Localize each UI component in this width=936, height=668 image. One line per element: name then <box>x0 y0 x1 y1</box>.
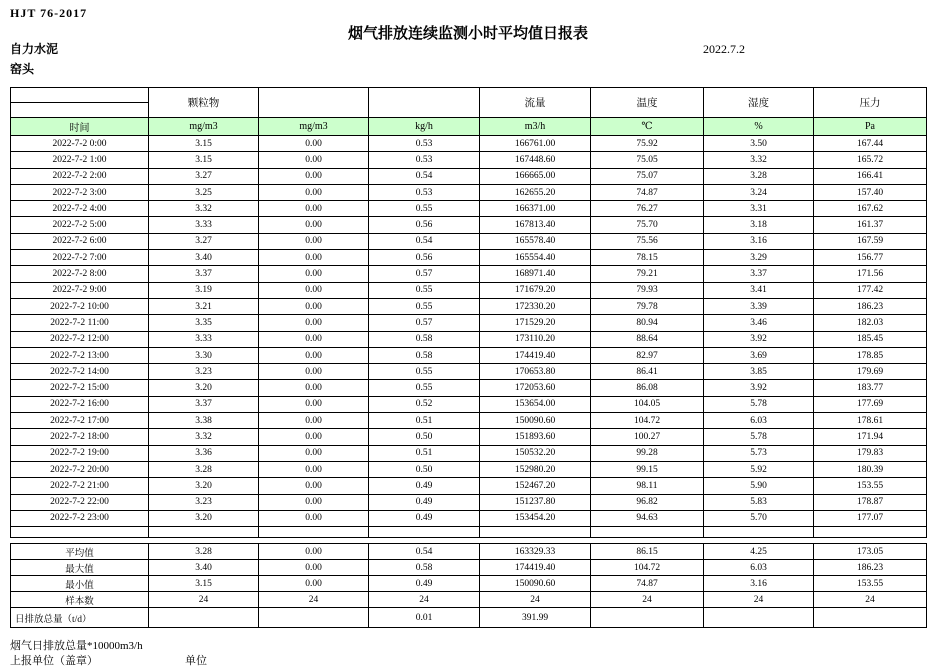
value-cell: 0.49 <box>369 510 480 526</box>
value-cell: 3.37 <box>149 266 259 282</box>
value-cell: 3.32 <box>704 152 814 168</box>
unit-cell: % <box>704 118 814 136</box>
corner-cell-bottom <box>11 103 149 118</box>
value-cell: 86.08 <box>591 380 704 396</box>
value-cell: 3.50 <box>704 136 814 152</box>
value-cell: 150532.20 <box>480 445 591 461</box>
value-cell <box>259 608 369 628</box>
value-cell: 3.23 <box>149 364 259 380</box>
value-cell: 0.54 <box>369 168 480 184</box>
value-cell: 167813.40 <box>480 217 591 233</box>
column-header-blank-2 <box>369 88 480 118</box>
value-cell: 174419.40 <box>480 347 591 363</box>
value-cell: 0.00 <box>259 429 369 445</box>
value-cell: 165578.40 <box>480 233 591 249</box>
table-row <box>11 429 927 445</box>
value-cell: 0.50 <box>369 461 480 477</box>
row-label-cell: 最大值 <box>11 560 149 576</box>
value-cell: 0.00 <box>259 315 369 331</box>
row-label-cell: 2022-7-2 15:00 <box>11 380 149 396</box>
value-cell: 3.20 <box>149 510 259 526</box>
value-cell: 3.27 <box>149 233 259 249</box>
table-row <box>11 576 927 592</box>
row-label-cell: 2022-7-2 5:00 <box>11 217 149 233</box>
value-cell: 0.49 <box>369 494 480 510</box>
table-row <box>11 364 927 380</box>
row-label-cell: 2022-7-2 9:00 <box>11 282 149 298</box>
table-row <box>11 592 927 608</box>
value-cell: 0.51 <box>369 445 480 461</box>
table-row <box>11 413 927 429</box>
value-cell: 0.50 <box>369 429 480 445</box>
value-cell: 0.54 <box>369 544 480 560</box>
table-row <box>11 250 927 266</box>
value-cell: 3.15 <box>149 576 259 592</box>
value-cell: 153654.00 <box>480 396 591 412</box>
table-row <box>11 152 927 168</box>
value-cell: 163329.33 <box>480 544 591 560</box>
table-row <box>11 315 927 331</box>
value-cell: 0.55 <box>369 282 480 298</box>
value-cell: 0.00 <box>259 445 369 461</box>
value-cell: 182.03 <box>814 315 927 331</box>
value-cell: 5.78 <box>704 396 814 412</box>
value-cell: 151893.60 <box>480 429 591 445</box>
value-cell: 3.25 <box>149 184 259 200</box>
value-cell: 0.57 <box>369 266 480 282</box>
value-cell: 3.28 <box>149 544 259 560</box>
value-cell <box>704 608 814 628</box>
value-cell: 3.29 <box>704 250 814 266</box>
value-cell: 0.00 <box>259 233 369 249</box>
value-cell: 0.00 <box>259 413 369 429</box>
value-cell: 183.77 <box>814 380 927 396</box>
value-cell: 178.85 <box>814 347 927 363</box>
value-cell: 0.00 <box>259 461 369 477</box>
value-cell: 174419.40 <box>480 560 591 576</box>
value-cell: 24 <box>480 592 591 608</box>
value-cell: 179.83 <box>814 445 927 461</box>
row-label-cell: 2022-7-2 11:00 <box>11 315 149 331</box>
value-cell: 0.00 <box>259 184 369 200</box>
value-cell: 3.16 <box>704 576 814 592</box>
value-cell: 153454.20 <box>480 510 591 526</box>
column-header-humidity: 湿度 <box>704 88 814 118</box>
unit-label: 单位 <box>185 655 207 667</box>
value-cell: 166371.00 <box>480 201 591 217</box>
value-cell: 167.44 <box>814 136 927 152</box>
value-cell: 75.92 <box>591 136 704 152</box>
value-cell: 3.33 <box>149 217 259 233</box>
value-cell: 0.00 <box>259 364 369 380</box>
value-cell: 99.15 <box>591 461 704 477</box>
value-cell: 3.23 <box>149 494 259 510</box>
value-cell: 104.72 <box>591 560 704 576</box>
value-cell: 104.05 <box>591 396 704 412</box>
value-cell: 24 <box>369 592 480 608</box>
table-row <box>11 445 927 461</box>
unit-cell: Pa <box>814 118 927 136</box>
value-cell: 0.00 <box>259 168 369 184</box>
value-cell: 0.56 <box>369 217 480 233</box>
table-row <box>11 461 927 477</box>
row-label-cell: 样本数 <box>11 592 149 608</box>
table-row <box>11 282 927 298</box>
value-cell: 4.25 <box>704 544 814 560</box>
row-label-cell: 2022-7-2 14:00 <box>11 364 149 380</box>
value-cell: 3.19 <box>149 282 259 298</box>
value-cell: 0.49 <box>369 478 480 494</box>
value-cell: 166.41 <box>814 168 927 184</box>
value-cell: 3.21 <box>149 298 259 314</box>
row-label-cell: 2022-7-2 19:00 <box>11 445 149 461</box>
value-cell: 0.00 <box>259 217 369 233</box>
row-label-cell: 2022-7-2 6:00 <box>11 233 149 249</box>
value-cell: 6.03 <box>704 560 814 576</box>
value-cell: 185.45 <box>814 331 927 347</box>
value-cell: 5.92 <box>704 461 814 477</box>
row-label-cell: 2022-7-2 1:00 <box>11 152 149 168</box>
value-cell: 3.15 <box>149 136 259 152</box>
value-cell: 82.97 <box>591 347 704 363</box>
row-label-cell: 2022-7-2 3:00 <box>11 184 149 200</box>
value-cell: 0.00 <box>259 250 369 266</box>
value-cell: 0.01 <box>369 608 480 628</box>
value-cell: 3.16 <box>704 233 814 249</box>
value-cell: 178.61 <box>814 413 927 429</box>
value-cell: 75.07 <box>591 168 704 184</box>
table-row <box>11 331 927 347</box>
table-row <box>11 380 927 396</box>
value-cell: 78.15 <box>591 250 704 266</box>
row-label-cell: 2022-7-2 16:00 <box>11 396 149 412</box>
company-name: 自力水泥 <box>10 42 59 56</box>
value-cell: 24 <box>814 592 927 608</box>
value-cell: 170653.80 <box>480 364 591 380</box>
value-cell: 0.00 <box>259 478 369 494</box>
unit-header-row <box>11 118 927 136</box>
column-header-pressure: 压力 <box>814 88 927 118</box>
row-label-cell: 2022-7-2 17:00 <box>11 413 149 429</box>
table-row <box>11 266 927 282</box>
value-cell: 156.77 <box>814 250 927 266</box>
value-cell: 180.39 <box>814 461 927 477</box>
corner-cell-top <box>11 88 149 103</box>
value-cell: 0.58 <box>369 331 480 347</box>
table-row <box>11 608 927 628</box>
table-row <box>11 560 927 576</box>
row-label-cell: 2022-7-2 2:00 <box>11 168 149 184</box>
value-cell: 3.28 <box>704 168 814 184</box>
hourly-data-rows <box>11 136 927 527</box>
value-cell: 172053.60 <box>480 380 591 396</box>
value-cell: 5.83 <box>704 494 814 510</box>
value-cell: 3.28 <box>149 461 259 477</box>
unit-cell: mg/m3 <box>149 118 259 136</box>
value-cell: 166761.00 <box>480 136 591 152</box>
value-cell: 3.37 <box>149 396 259 412</box>
value-cell: 5.73 <box>704 445 814 461</box>
row-label-cell: 2022-7-2 10:00 <box>11 298 149 314</box>
report-table <box>10 87 927 538</box>
unit-cell: mg/m3 <box>259 118 369 136</box>
value-cell: 165554.40 <box>480 250 591 266</box>
value-cell: 3.32 <box>149 429 259 445</box>
value-cell: 0.58 <box>369 560 480 576</box>
value-cell: 3.40 <box>149 250 259 266</box>
unit-cell: ℃ <box>591 118 704 136</box>
table-row <box>11 510 927 526</box>
value-cell: 0.00 <box>259 201 369 217</box>
value-cell: 104.72 <box>591 413 704 429</box>
value-cell: 86.15 <box>591 544 704 560</box>
value-cell: 150090.60 <box>480 413 591 429</box>
row-label-cell: 2022-7-2 12:00 <box>11 331 149 347</box>
value-cell: 171.56 <box>814 266 927 282</box>
value-cell: 79.21 <box>591 266 704 282</box>
value-cell: 75.56 <box>591 233 704 249</box>
value-cell: 75.70 <box>591 217 704 233</box>
value-cell: 173110.20 <box>480 331 591 347</box>
value-cell: 3.20 <box>149 478 259 494</box>
value-cell: 3.32 <box>149 201 259 217</box>
table-row <box>11 494 927 510</box>
value-cell: 74.87 <box>591 184 704 200</box>
value-cell: 3.31 <box>704 201 814 217</box>
row-label-cell: 2022-7-2 13:00 <box>11 347 149 363</box>
table-row <box>11 478 927 494</box>
row-label-cell: 2022-7-2 8:00 <box>11 266 149 282</box>
report-unit-label: 上报单位（盖章） <box>10 655 98 667</box>
value-cell: 0.49 <box>369 576 480 592</box>
value-cell: 168971.40 <box>480 266 591 282</box>
value-cell: 74.87 <box>591 576 704 592</box>
row-label-cell: 2022-7-2 20:00 <box>11 461 149 477</box>
value-cell: 3.69 <box>704 347 814 363</box>
value-cell: 0.51 <box>369 413 480 429</box>
row-label-cell: 2022-7-2 22:00 <box>11 494 149 510</box>
value-cell: 3.35 <box>149 315 259 331</box>
value-cell: 0.00 <box>259 396 369 412</box>
value-cell: 3.92 <box>704 331 814 347</box>
value-cell: 98.11 <box>591 478 704 494</box>
value-cell: 172330.20 <box>480 298 591 314</box>
row-label-cell: 2022-7-2 18:00 <box>11 429 149 445</box>
column-header-particulate: 颗粒物 <box>149 88 259 118</box>
value-cell: 0.58 <box>369 347 480 363</box>
value-cell: 165.72 <box>814 152 927 168</box>
value-cell: 151237.80 <box>480 494 591 510</box>
report-date: 2022.7.2 <box>703 42 745 56</box>
value-cell: 0.53 <box>369 152 480 168</box>
value-cell: 167448.60 <box>480 152 591 168</box>
table-row <box>11 396 927 412</box>
page-title: 烟气排放连续监测小时平均值日报表 <box>347 26 588 42</box>
value-cell: 3.18 <box>704 217 814 233</box>
value-cell: 0.00 <box>259 266 369 282</box>
value-cell: 86.41 <box>591 364 704 380</box>
value-cell: 178.87 <box>814 494 927 510</box>
unit-cell: kg/h <box>369 118 480 136</box>
value-cell <box>591 608 704 628</box>
table-row <box>11 347 927 363</box>
value-cell: 152980.20 <box>480 461 591 477</box>
table-row <box>11 217 927 233</box>
row-label-cell: 2022-7-2 23:00 <box>11 510 149 526</box>
value-cell: 0.00 <box>259 282 369 298</box>
value-cell: 0.52 <box>369 396 480 412</box>
table-row <box>11 184 927 200</box>
summary-table <box>10 543 927 628</box>
value-cell: 3.15 <box>149 152 259 168</box>
value-cell <box>814 608 927 628</box>
value-cell: 100.27 <box>591 429 704 445</box>
value-cell: 3.36 <box>149 445 259 461</box>
value-cell: 391.99 <box>480 608 591 628</box>
value-cell: 0.00 <box>259 298 369 314</box>
value-cell: 173.05 <box>814 544 927 560</box>
column-header-flow: 流量 <box>480 88 591 118</box>
value-cell: 0.55 <box>369 298 480 314</box>
value-cell: 0.00 <box>259 152 369 168</box>
value-cell: 0.00 <box>259 544 369 560</box>
value-cell: 75.05 <box>591 152 704 168</box>
value-cell: 79.78 <box>591 298 704 314</box>
value-cell: 153.55 <box>814 478 927 494</box>
value-cell: 152467.20 <box>480 478 591 494</box>
row-label-cell: 日排放总量（t/d） <box>11 608 149 628</box>
footer-note: 烟气日排放总量*10000m3/h <box>10 640 143 652</box>
monitoring-point: 窑头 <box>10 62 35 76</box>
row-label-cell: 平均值 <box>11 544 149 560</box>
value-cell: 0.00 <box>259 347 369 363</box>
value-cell <box>149 608 259 628</box>
standard-code: HJT 76-2017 <box>10 6 88 20</box>
value-cell: 177.07 <box>814 510 927 526</box>
table-row <box>11 298 927 314</box>
value-cell: 3.30 <box>149 347 259 363</box>
value-cell: 153.55 <box>814 576 927 592</box>
table-row <box>11 544 927 560</box>
value-cell: 0.00 <box>259 560 369 576</box>
value-cell: 177.42 <box>814 282 927 298</box>
value-cell: 3.24 <box>704 184 814 200</box>
table-row <box>11 201 927 217</box>
value-cell: 3.46 <box>704 315 814 331</box>
value-cell: 88.64 <box>591 331 704 347</box>
value-cell: 3.92 <box>704 380 814 396</box>
row-label-cell: 2022-7-2 4:00 <box>11 201 149 217</box>
row-label-cell: 最小值 <box>11 576 149 592</box>
value-cell: 0.00 <box>259 576 369 592</box>
value-cell: 24 <box>259 592 369 608</box>
unit-cell: m3/h <box>480 118 591 136</box>
column-header-blank-1 <box>259 88 369 118</box>
group-header-row <box>11 88 927 103</box>
value-cell: 166665.00 <box>480 168 591 184</box>
row-label-cell: 2022-7-2 7:00 <box>11 250 149 266</box>
value-cell: 171.94 <box>814 429 927 445</box>
value-cell: 3.33 <box>149 331 259 347</box>
value-cell: 161.37 <box>814 217 927 233</box>
value-cell: 186.23 <box>814 560 927 576</box>
value-cell: 0.00 <box>259 510 369 526</box>
value-cell: 0.00 <box>259 380 369 396</box>
value-cell: 24 <box>149 592 259 608</box>
table-row <box>11 168 927 184</box>
value-cell: 177.69 <box>814 396 927 412</box>
table-row <box>11 233 927 249</box>
value-cell: 24 <box>591 592 704 608</box>
value-cell: 5.78 <box>704 429 814 445</box>
value-cell: 171679.20 <box>480 282 591 298</box>
value-cell: 3.85 <box>704 364 814 380</box>
header-section <box>11 88 927 136</box>
spacer-section <box>11 527 927 538</box>
summary-rows <box>11 544 927 628</box>
row-label-cell: 2022-7-2 0:00 <box>11 136 149 152</box>
value-cell: 3.27 <box>149 168 259 184</box>
value-cell: 167.62 <box>814 201 927 217</box>
value-cell: 0.54 <box>369 233 480 249</box>
value-cell: 186.23 <box>814 298 927 314</box>
value-cell: 162655.20 <box>480 184 591 200</box>
value-cell: 0.56 <box>369 250 480 266</box>
value-cell: 76.27 <box>591 201 704 217</box>
row-label-cell: 2022-7-2 21:00 <box>11 478 149 494</box>
value-cell: 6.03 <box>704 413 814 429</box>
value-cell: 3.20 <box>149 380 259 396</box>
value-cell: 3.37 <box>704 266 814 282</box>
value-cell: 0.00 <box>259 136 369 152</box>
value-cell: 0.55 <box>369 201 480 217</box>
value-cell: 0.53 <box>369 136 480 152</box>
value-cell: 167.59 <box>814 233 927 249</box>
value-cell: 0.00 <box>259 494 369 510</box>
value-cell: 0.00 <box>259 331 369 347</box>
value-cell: 0.55 <box>369 364 480 380</box>
value-cell: 5.70 <box>704 510 814 526</box>
value-cell: 79.93 <box>591 282 704 298</box>
value-cell: 94.63 <box>591 510 704 526</box>
value-cell: 157.40 <box>814 184 927 200</box>
table-row <box>11 136 927 152</box>
value-cell: 99.28 <box>591 445 704 461</box>
value-cell: 171529.20 <box>480 315 591 331</box>
value-cell: 3.38 <box>149 413 259 429</box>
value-cell: 3.41 <box>704 282 814 298</box>
value-cell: 150090.60 <box>480 576 591 592</box>
column-header-temperature: 温度 <box>591 88 704 118</box>
value-cell: 3.39 <box>704 298 814 314</box>
value-cell: 0.55 <box>369 380 480 396</box>
value-cell: 24 <box>704 592 814 608</box>
value-cell: 0.53 <box>369 184 480 200</box>
blank-row <box>11 527 927 538</box>
value-cell: 5.90 <box>704 478 814 494</box>
value-cell: 0.57 <box>369 315 480 331</box>
unit-cell-time: 时间 <box>11 118 149 136</box>
value-cell: 80.94 <box>591 315 704 331</box>
value-cell: 3.40 <box>149 560 259 576</box>
value-cell: 96.82 <box>591 494 704 510</box>
value-cell: 179.69 <box>814 364 927 380</box>
